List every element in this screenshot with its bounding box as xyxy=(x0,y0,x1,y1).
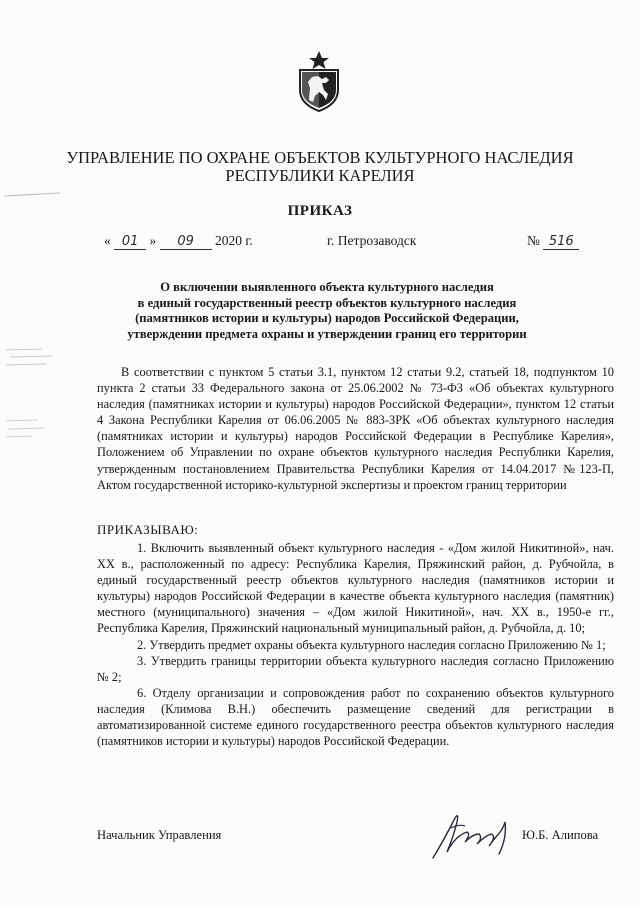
order-directive: ПРИКАЗЫВАЮ: xyxy=(97,522,199,537)
scan-artifact xyxy=(2,345,62,375)
order-heading xyxy=(90,280,564,342)
handwritten-signature xyxy=(425,808,525,863)
order-city: г. Петрозаводск xyxy=(327,233,417,248)
karelia-emblem-icon xyxy=(296,50,342,112)
date-day: 01 xyxy=(114,234,146,250)
order-items xyxy=(97,540,614,749)
order-item: 6. Отделу организации и сопровождения работ по сохранению объектов культурного наследия (Климова В.Н.) обеспечить размещение сведений для регистрации в автоматизированной системе единого государственного реестра объектов культурного наследия (памятников истории и культуры) народов Российской Федерации. xyxy=(97,685,614,749)
signatory-position: Начальник Управления xyxy=(97,828,222,842)
date-month: 09 xyxy=(160,234,212,250)
order-item: 3. Утвердить границы территории объекта культурного наследия согласно Приложению № 2; xyxy=(97,653,614,684)
document-type: ПРИКАЗ xyxy=(287,203,353,219)
order-item: 1. Включить выявленный объект культурного наследия - «Дом жилой Никитиной», нач. XX в., расположенный по адресу: Республика Карелия, Пряжинский район, д. Рубчойла, в единый государственный реестр объектов культурного наследия (памятников истории и культуры) народов Российской Федерации в качестве объекта культурного наследия (памятник) местного (муниципального) значения – «Дом жилой Никитиной», нач. XX в., 1950-е гг., Республика Карелия, Пряжинский национальный муниципальный район, д. Рубчойла, д. 10; xyxy=(97,541,614,636)
heading-line: О включении выявленного объекта культурного наследия xyxy=(160,280,494,294)
order-item: 2. Утвердить предмет охраны объекта культурного наследия согласно Приложению № 1; xyxy=(137,637,606,652)
organization-name-line1: УПРАВЛЕНИЕ ПО ОХРАНЕ ОБЪЕКТОВ КУЛЬТУРНОГО НАСЛЕДИЯ xyxy=(66,148,574,167)
order-date: « 01 » 09 2020 г. xyxy=(104,233,253,249)
order-number-value: 516 xyxy=(543,234,579,250)
preamble-text: В соответствии с пунктом 5 статьи 3.1, пунктом 12 статьи 9.2, статьей 18, подпунктом 10 пункта 2 статьи 33 Федерального закона от 25.06.2002 № 73-ФЗ «Об объектах культурного наследия (памятниках истории и культуры) народов Российской Федерации», пунктом 12 статьи 4 Закона Республики Карелия от 06.06.2005 № 883-ЗРК «Об объектах культурного наследия (памятниках истории и культуры) народов Российской Федерации в Республике Карелия», Положением об Управлении по охране объектов культурного наследия Республики Карелия, утвержденным постановлением Правительства Республики Карелия от 14.04.2017 №123-П, Актом государственной историко-культурной экспертизы и проектом границ территории xyxy=(97,365,614,492)
scan-artifact xyxy=(2,415,62,445)
date-year: 2020 г. xyxy=(215,233,253,248)
preamble xyxy=(97,364,614,493)
organization-name-line2: РЕСПУБЛИКИ КАРЕЛИЯ xyxy=(225,166,415,185)
order-number: № 516 xyxy=(527,233,579,250)
heading-line: в единый государственный реестр объектов культурного наследия xyxy=(137,295,517,310)
scan-artifact xyxy=(2,190,62,200)
signatory-name: Ю.Б. Алипова xyxy=(522,828,599,842)
heading-line: утверждении предмета охраны и утверждении границ его территории xyxy=(127,326,527,341)
heading-line: (памятников истории и культуры) народов Российской Федерации, xyxy=(135,311,519,325)
